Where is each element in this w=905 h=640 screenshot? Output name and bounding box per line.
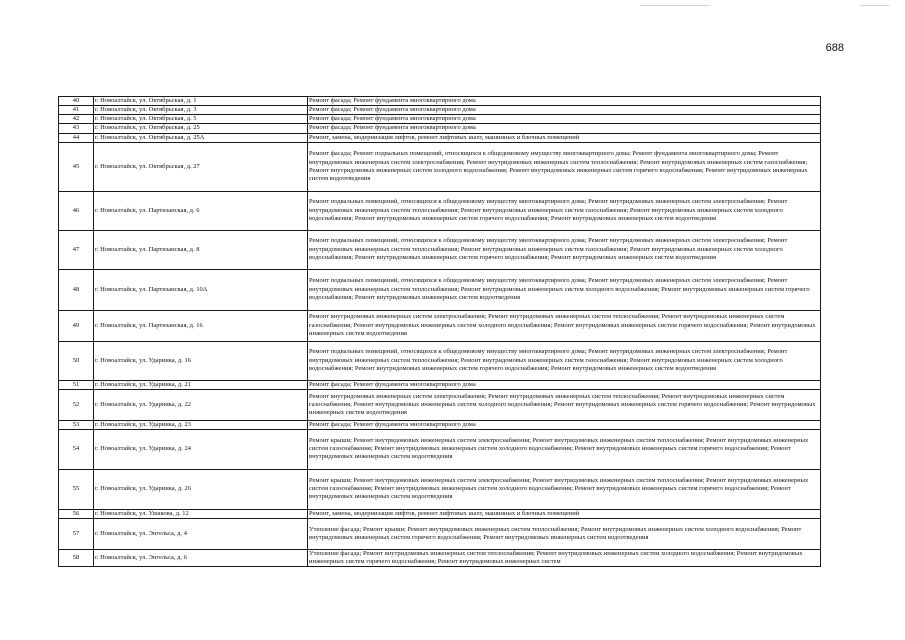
row-works: Утепление фасада; Ремонт внутридомовых инженерных систем теплоснабжения; Ремонт внутридомовых инженерных систем холодного водоснабжения; Ремонт внутридомовых инженерных систем горячего водоснабжения; Ремонт внутридомовых инженерных систем bbox=[308, 550, 821, 567]
row-number: 56 bbox=[59, 509, 94, 518]
table-row bbox=[59, 380, 821, 389]
table-row bbox=[59, 310, 821, 341]
row-works: Ремонт подвальных помещений, относящихся к общедомовому имуществу многоквартирного дома; Ремонт внутридомовых инженерных систем электроснабжения; Ремонт внутридомовых инженерных систем теплоснабжения; Ремонт внутридомовых инженерных систем газоснабжения; Ремонт внутридомовых инженерных систем холодного водоснабжения; Ремонт внутридомовых инженерных систем горячего водоснабжения; Ремонт внутридомовых инженерных систем водоотведения bbox=[308, 230, 821, 269]
row-works: Ремонт подвальных помещений, относящихся к общедомовому имуществу многоквартирного дома; Ремонт внутридомовых инженерных систем электроснабжения; Ремонт внутридомовых инженерных систем теплоснабжения; Ремонт внутридомовых инженерных систем холодного водоснабжения; Ремонт внутридомовых инженерных систем горячего водоснабжения; Ремонт внутридомовых инженерных систем водоотведения bbox=[308, 269, 821, 310]
scan-artifact-line bbox=[860, 5, 890, 6]
works-table bbox=[58, 96, 821, 567]
row-works: Ремонт фасада; Ремонт фундамента многоквартирного дома bbox=[308, 106, 821, 115]
row-number: 55 bbox=[59, 469, 94, 509]
row-number: 41 bbox=[59, 106, 94, 115]
row-address: г. Новоалтайск, ул. Октябрьская, д. 5 bbox=[94, 115, 308, 124]
row-address: г. Новоалтайск, ул. Ударника, д. 26 bbox=[94, 469, 308, 509]
row-works: Ремонт подвальных помещений, относящихся к общедомовому имуществу многоквартирного дома; Ремонт внутридомовых инженерных систем электроснабжения; Ремонт внутридомовых инженерных систем теплоснабжения; Ремонт внутридомовых инженерных систем газоснабжения; Ремонт внутридомовых инженерных систем холодного водоснабжения; Ремонт внутридомовых инженерных систем горячего водоснабжения; Ремонт внутридомовых инженерных систем водоотведения bbox=[308, 191, 821, 230]
works-table-body bbox=[59, 97, 821, 567]
table-row bbox=[59, 115, 821, 124]
row-address: г. Новоалтайск, ул. Партизанская, д. 6 bbox=[94, 191, 308, 230]
row-works: Ремонт фасада; Ремонт подвальных помещений, относящихся к общедомовому имуществу многоквартирного дома; Ремонт фундамента многоквартирного дома; Ремонт внутридомовых инженерных систем электроснабжения; Ремонт внутридомовых инженерных систем теплоснабжения; Ремонт внутридомовых инженерных систем газоснабжения; Ремонт внутридомовых инженерных систем холодного водоснабжения; Ремонт внутридомовых инженерных систем горячего водоснабжения; Ремонт внутридомовых инженерных систем водоотведения bbox=[308, 142, 821, 191]
table-row bbox=[59, 509, 821, 518]
row-address: г. Новоалтайск, ул. Октябрьская, д. 3 bbox=[94, 106, 308, 115]
row-number: 47 bbox=[59, 230, 94, 269]
row-address: г. Новоалтайск, ул. Ударника, д. 23 bbox=[94, 420, 308, 429]
row-address: г. Новоалтайск, ул. Октябрьская, д. 27 bbox=[94, 142, 308, 191]
row-works: Ремонт фасада; Ремонт фундамента многоквартирного дома bbox=[308, 380, 821, 389]
row-address: г. Новоалтайск, ул. Ударника, д. 21 bbox=[94, 380, 308, 389]
table-row bbox=[59, 106, 821, 115]
row-address: г. Новоалтайск, ул. Ударника, д. 16 bbox=[94, 341, 308, 380]
row-number: 50 bbox=[59, 341, 94, 380]
row-number: 57 bbox=[59, 519, 94, 550]
row-number: 58 bbox=[59, 550, 94, 567]
row-address: г. Новоалтайск, ул. Энгельса, д. 6 bbox=[94, 550, 308, 567]
row-works: Утепление фасада; Ремонт крыши; Ремонт внутридомовых инженерных систем теплоснабжения; Ремонт внутридомовых инженерных систем холодного водоснабжения; Ремонт внутридомовых инженерных систем горячего водоснабжения; Ремонт внутридомовых инженерных систем водоотведения bbox=[308, 519, 821, 550]
row-number: 52 bbox=[59, 389, 94, 420]
table-row bbox=[59, 429, 821, 469]
row-works: Ремонт крыши; Ремонт внутридомовых инженерных систем электроснабжения; Ремонт внутридомовых инженерных систем теплоснабжения; Ремонт внутридомовых инженерных систем газоснабжения; Ремонт внутридомовых инженерных систем холодного водоснабжения; Ремонт внутридомовых инженерных систем горячего водоснабжения; Ремонт внутридомовых инженерных систем водоотведения bbox=[308, 469, 821, 509]
row-address: г. Новоалтайск, ул. Октябрьская, д. 1 bbox=[94, 97, 308, 106]
row-works: Ремонт подвальных помещений, относящихся к общедомовому имуществу многоквартирного дома; Ремонт внутридомовых инженерных систем электроснабжения; Ремонт внутридомовых инженерных систем теплоснабжения; Ремонт внутридомовых инженерных систем газоснабжения; Ремонт внутридомовых инженерных систем холодного водоснабжения; Ремонт внутридомовых инженерных систем горячего водоснабжения; Ремонт внутридомовых инженерных систем водоотведения bbox=[308, 341, 821, 380]
row-address: г. Новоалтайск, ул. Энгельса, д. 4 bbox=[94, 519, 308, 550]
row-address: г. Новоалтайск, ул. Октябрьская, д. 25 bbox=[94, 124, 308, 133]
row-address: г. Новоалтайск, ул. Ударника, д. 24 bbox=[94, 429, 308, 469]
row-number: 51 bbox=[59, 380, 94, 389]
table-row bbox=[59, 341, 821, 380]
row-works: Ремонт, замена, модернизация лифтов, ремонт лифтовых шахт, машинных и блочных помещений bbox=[308, 133, 821, 142]
table-row bbox=[59, 519, 821, 550]
row-works: Ремонт фасада; Ремонт фундамента многоквартирного дома bbox=[308, 115, 821, 124]
row-number: 49 bbox=[59, 310, 94, 341]
page-number: 688 bbox=[825, 42, 844, 54]
table-row bbox=[59, 142, 821, 191]
row-number: 46 bbox=[59, 191, 94, 230]
row-works: Ремонт внутридомовых инженерных систем электроснабжения; Ремонт внутридомовых инженерных систем теплоснабжения; Ремонт внутридомовых инженерных систем газоснабжения; Ремонт внутридомовых инженерных систем холодного водоснабжения; Ремонт внутридомовых инженерных систем горячего водоснабжения; Ремонт внутридомовых инженерных систем водоотведения bbox=[308, 389, 821, 420]
row-address: г. Новоалтайск, ул. Партизанская, д. 16 bbox=[94, 310, 308, 341]
row-address: г. Новоалтайск, ул. Партизанская, д. 8 bbox=[94, 230, 308, 269]
row-address: г. Новоалтайск, ул. Ушакова, д. 12 bbox=[94, 509, 308, 518]
row-works: Ремонт фасада; Ремонт фундамента многоквартирного дома bbox=[308, 420, 821, 429]
table-row bbox=[59, 133, 821, 142]
table-row bbox=[59, 230, 821, 269]
table-row bbox=[59, 269, 821, 310]
row-number: 43 bbox=[59, 124, 94, 133]
row-works: Ремонт, замена, модернизация лифтов, ремонт лифтовых шахт, машинных и блочных помещений bbox=[308, 509, 821, 518]
table-row bbox=[59, 191, 821, 230]
row-number: 48 bbox=[59, 269, 94, 310]
row-works: Ремонт фасада; Ремонт фундамента многоквартирного дома bbox=[308, 124, 821, 133]
table-row bbox=[59, 124, 821, 133]
row-number: 44 bbox=[59, 133, 94, 142]
row-works: Ремонт фасада; Ремонт фундамента многоквартирного дома bbox=[308, 97, 821, 106]
table-row bbox=[59, 420, 821, 429]
row-works: Ремонт крыши; Ремонт внутридомовых инженерных систем электроснабжения; Ремонт внутридомовых инженерных систем теплоснабжения; Ремонт внутридомовых инженерных систем газоснабжения; Ремонт внутридомовых инженерных систем холодного водоснабжения; Ремонт внутридомовых инженерных систем горячего водоснабжения; Ремонт внутридомовых инженерных систем водоотведения bbox=[308, 429, 821, 469]
table-row bbox=[59, 469, 821, 509]
row-number: 42 bbox=[59, 115, 94, 124]
row-address: г. Новоалтайск, ул. Ударника, д. 22 bbox=[94, 389, 308, 420]
row-number: 54 bbox=[59, 429, 94, 469]
row-address: г. Новоалтайск, ул. Октябрьская, д. 25А bbox=[94, 133, 308, 142]
table-row bbox=[59, 389, 821, 420]
table-row bbox=[59, 550, 821, 567]
row-number: 53 bbox=[59, 420, 94, 429]
row-address: г. Новоалтайск, ул. Партизанская, д. 10А bbox=[94, 269, 308, 310]
table-row bbox=[59, 97, 821, 106]
row-works: Ремонт внутридомовых инженерных систем электроснабжения; Ремонт внутридомовых инженерных систем теплоснабжения; Ремонт внутридомовых инженерных систем газоснабжения; Ремонт внутридомовых инженерных систем холодного водоснабжения; Ремонт внутридомовых инженерных систем горячего водоснабжения; Ремонт внутридомовых инженерных систем водоотведения bbox=[308, 310, 821, 341]
scan-artifact-line bbox=[640, 5, 710, 6]
row-number: 45 bbox=[59, 142, 94, 191]
row-number: 40 bbox=[59, 97, 94, 106]
